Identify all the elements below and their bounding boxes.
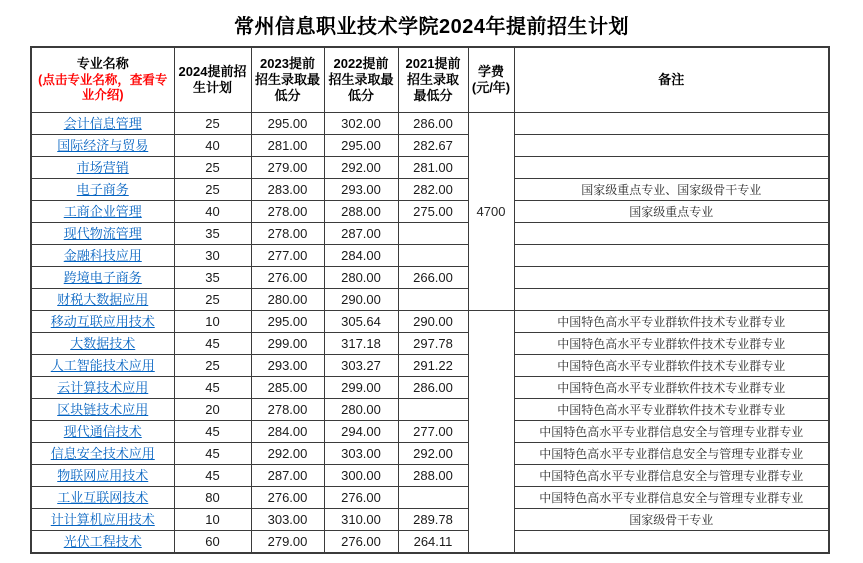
major-link[interactable]: 信息安全技术应用 (50, 446, 155, 461)
plan-cell: 45 (174, 443, 251, 465)
plan-cell: 25 (174, 289, 251, 311)
table-row (31, 135, 829, 157)
score-2021-cell (398, 245, 468, 267)
score-2021-cell (398, 399, 468, 421)
major-link[interactable]: 工业互联网技术 (57, 490, 149, 505)
remark-cell: 中国特色高水平专业群软件技术专业群专业 (514, 333, 829, 355)
score-2022-cell: 300.00 (324, 465, 398, 487)
major-link[interactable]: 财税大数据应用 (57, 292, 149, 307)
col-header-major-label: 专业名称 (76, 56, 129, 72)
table-row (31, 377, 829, 399)
score-2022-cell: 299.00 (324, 377, 398, 399)
score-2023-cell: 287.00 (251, 465, 324, 487)
major-cell (31, 443, 174, 465)
score-2022-cell: 290.00 (324, 289, 398, 311)
plan-cell: 40 (174, 201, 251, 223)
remark-cell (514, 267, 829, 289)
score-2022-cell: 288.00 (324, 201, 398, 223)
table-row (31, 113, 829, 135)
plan-cell: 45 (174, 465, 251, 487)
table-row (31, 465, 829, 487)
table-row (31, 267, 829, 289)
remark-cell: 国家级重点专业、国家级骨干专业 (514, 179, 829, 201)
score-2022-cell: 310.00 (324, 509, 398, 531)
plan-cell: 20 (174, 399, 251, 421)
table-row (31, 245, 829, 267)
score-2023-cell: 293.00 (251, 355, 324, 377)
plan-cell: 25 (174, 113, 251, 135)
score-2022-cell: 276.00 (324, 487, 398, 509)
remark-cell (514, 157, 829, 179)
score-2023-cell: 281.00 (251, 135, 324, 157)
score-2023-cell: 295.00 (251, 113, 324, 135)
major-cell (31, 179, 174, 201)
major-link[interactable]: 物联网应用技术 (57, 468, 149, 483)
table-row (31, 157, 829, 179)
major-cell (31, 465, 174, 487)
col-header-remark: 备注 (514, 47, 829, 113)
table-row (31, 201, 829, 223)
score-2021-cell: 286.00 (398, 113, 468, 135)
score-2023-cell: 278.00 (251, 223, 324, 245)
score-2021-cell: 290.00 (398, 311, 468, 333)
plan-cell: 40 (174, 135, 251, 157)
col-header-plan-2024: 2024提前招生计划 (174, 47, 251, 113)
score-2021-cell: 288.00 (398, 465, 468, 487)
header-row (31, 47, 829, 113)
major-cell (31, 223, 174, 245)
plan-cell: 10 (174, 509, 251, 531)
table-body (31, 113, 829, 554)
score-2021-cell: 264.11 (398, 531, 468, 554)
col-header-min-2022: 2022提前招生录取最低分 (324, 47, 398, 113)
major-link[interactable]: 光伏工程技术 (63, 534, 142, 549)
score-2021-cell: 275.00 (398, 201, 468, 223)
major-link[interactable]: 区块链技术应用 (57, 402, 149, 417)
score-2022-cell: 293.00 (324, 179, 398, 201)
major-link[interactable]: 跨境电子商务 (63, 270, 142, 285)
score-2022-cell: 294.00 (324, 421, 398, 443)
remark-cell: 中国特色高水平专业群软件技术专业群专业 (514, 399, 829, 421)
table-row (31, 399, 829, 421)
major-link[interactable]: 云计算技术应用 (57, 380, 149, 395)
col-header-min-2021: 2021提前招生录取最低分 (398, 47, 468, 113)
major-cell (31, 487, 174, 509)
major-cell (31, 201, 174, 223)
remark-cell (514, 223, 829, 245)
remark-cell: 国家级骨干专业 (514, 509, 829, 531)
plan-cell: 45 (174, 421, 251, 443)
score-2023-cell: 276.00 (251, 267, 324, 289)
remark-cell (514, 289, 829, 311)
major-cell (31, 355, 174, 377)
major-cell (31, 289, 174, 311)
score-2023-cell: 278.00 (251, 201, 324, 223)
remark-cell: 国家级重点专业 (514, 201, 829, 223)
remark-cell: 中国特色高水平专业群软件技术专业群专业 (514, 377, 829, 399)
col-header-min-2023: 2023提前招生录取最低分 (251, 47, 324, 113)
score-2022-cell: 276.00 (324, 531, 398, 554)
table-row (31, 355, 829, 377)
score-2023-cell: 283.00 (251, 179, 324, 201)
remark-cell: 中国特色高水平专业群软件技术专业群专业 (514, 311, 829, 333)
score-2022-cell: 284.00 (324, 245, 398, 267)
table-row (31, 223, 829, 245)
major-cell (31, 135, 174, 157)
major-link[interactable]: 国际经济与贸易 (57, 138, 149, 153)
remark-cell: 中国特色高水平专业群软件技术专业群专业 (514, 355, 829, 377)
plan-cell: 10 (174, 311, 251, 333)
major-link[interactable]: 人工智能技术应用 (50, 358, 155, 373)
score-2023-cell: 278.00 (251, 399, 324, 421)
plan-cell: 60 (174, 531, 251, 554)
score-2022-cell: 280.00 (324, 267, 398, 289)
major-cell (31, 333, 174, 355)
table-row (31, 487, 829, 509)
major-link[interactable]: 大数据技术 (70, 336, 136, 351)
major-link[interactable]: 工商企业管理 (63, 204, 142, 219)
score-2022-cell: 305.64 (324, 311, 398, 333)
score-2022-cell: 317.18 (324, 333, 398, 355)
major-cell (31, 377, 174, 399)
admission-plan-table (30, 46, 830, 554)
score-2021-cell: 282.67 (398, 135, 468, 157)
col-header-major-note: (点击专业名称，查看专业介绍) (38, 72, 168, 103)
page-title: 常州信息职业技术学院2024年提前招生计划 (234, 16, 629, 38)
remark-cell (514, 245, 829, 267)
major-cell (31, 399, 174, 421)
score-2021-cell: 282.00 (398, 179, 468, 201)
plan-cell: 25 (174, 157, 251, 179)
major-cell (31, 267, 174, 289)
score-2023-cell: 295.00 (251, 311, 324, 333)
plan-cell: 25 (174, 179, 251, 201)
score-2021-cell (398, 223, 468, 245)
plan-cell: 30 (174, 245, 251, 267)
score-2021-cell: 297.78 (398, 333, 468, 355)
major-link[interactable]: 计计算机应用技术 (50, 512, 155, 527)
score-2023-cell: 284.00 (251, 421, 324, 443)
plan-cell: 45 (174, 377, 251, 399)
plan-cell: 45 (174, 333, 251, 355)
major-cell (31, 531, 174, 554)
score-2023-cell: 299.00 (251, 333, 324, 355)
major-cell (31, 509, 174, 531)
col-header-major (31, 47, 174, 113)
score-2021-cell: 286.00 (398, 377, 468, 399)
major-link[interactable]: 现代物流管理 (63, 226, 142, 241)
plan-cell: 35 (174, 223, 251, 245)
tuition-cell: 4700 (468, 113, 514, 311)
tuition-cell (468, 311, 514, 554)
remark-cell (514, 135, 829, 157)
major-cell (31, 157, 174, 179)
major-link[interactable]: 金融科技应用 (63, 248, 142, 263)
remark-cell (514, 531, 829, 554)
table-row (31, 421, 829, 443)
table-row (31, 179, 829, 201)
major-cell (31, 245, 174, 267)
remark-cell: 中国特色高水平专业群信息安全与管理专业群专业 (514, 421, 829, 443)
table-row (31, 289, 829, 311)
major-link[interactable]: 会计信息管理 (63, 116, 142, 131)
remark-cell (514, 113, 829, 135)
score-2023-cell: 279.00 (251, 531, 324, 554)
plan-cell: 25 (174, 355, 251, 377)
plan-cell: 35 (174, 267, 251, 289)
score-2021-cell (398, 487, 468, 509)
plan-cell: 80 (174, 487, 251, 509)
score-2022-cell: 303.27 (324, 355, 398, 377)
score-2023-cell: 277.00 (251, 245, 324, 267)
score-2023-cell: 303.00 (251, 509, 324, 531)
major-link[interactable]: 移动互联应用技术 (50, 314, 155, 329)
major-cell (31, 421, 174, 443)
table-row (31, 531, 829, 554)
remark-cell: 中国特色高水平专业群信息安全与管理专业群专业 (514, 443, 829, 465)
score-2021-cell (398, 289, 468, 311)
major-link[interactable]: 市场营销 (76, 160, 129, 175)
score-2021-cell: 266.00 (398, 267, 468, 289)
col-header-tuition: 学费(元/年) (468, 47, 514, 113)
remark-cell: 中国特色高水平专业群信息安全与管理专业群专业 (514, 465, 829, 487)
score-2023-cell: 276.00 (251, 487, 324, 509)
score-2023-cell: 285.00 (251, 377, 324, 399)
table-row (31, 333, 829, 355)
score-2021-cell: 277.00 (398, 421, 468, 443)
table-header (31, 47, 829, 113)
major-cell (31, 113, 174, 135)
score-2023-cell: 279.00 (251, 157, 324, 179)
score-2022-cell: 287.00 (324, 223, 398, 245)
score-2021-cell: 281.00 (398, 157, 468, 179)
major-link[interactable]: 电子商务 (76, 182, 129, 197)
score-2022-cell: 280.00 (324, 399, 398, 421)
score-2021-cell: 291.22 (398, 355, 468, 377)
table-row (31, 311, 829, 333)
score-2022-cell: 295.00 (324, 135, 398, 157)
score-2021-cell: 289.78 (398, 509, 468, 531)
score-2023-cell: 292.00 (251, 443, 324, 465)
score-2023-cell: 280.00 (251, 289, 324, 311)
major-link[interactable]: 现代通信技术 (63, 424, 142, 439)
score-2022-cell: 303.00 (324, 443, 398, 465)
remark-cell: 中国特色高水平专业群信息安全与管理专业群专业 (514, 487, 829, 509)
score-2021-cell: 292.00 (398, 443, 468, 465)
table-row (31, 509, 829, 531)
major-cell (31, 311, 174, 333)
score-2022-cell: 302.00 (324, 113, 398, 135)
table-row (31, 443, 829, 465)
score-2022-cell: 292.00 (324, 157, 398, 179)
